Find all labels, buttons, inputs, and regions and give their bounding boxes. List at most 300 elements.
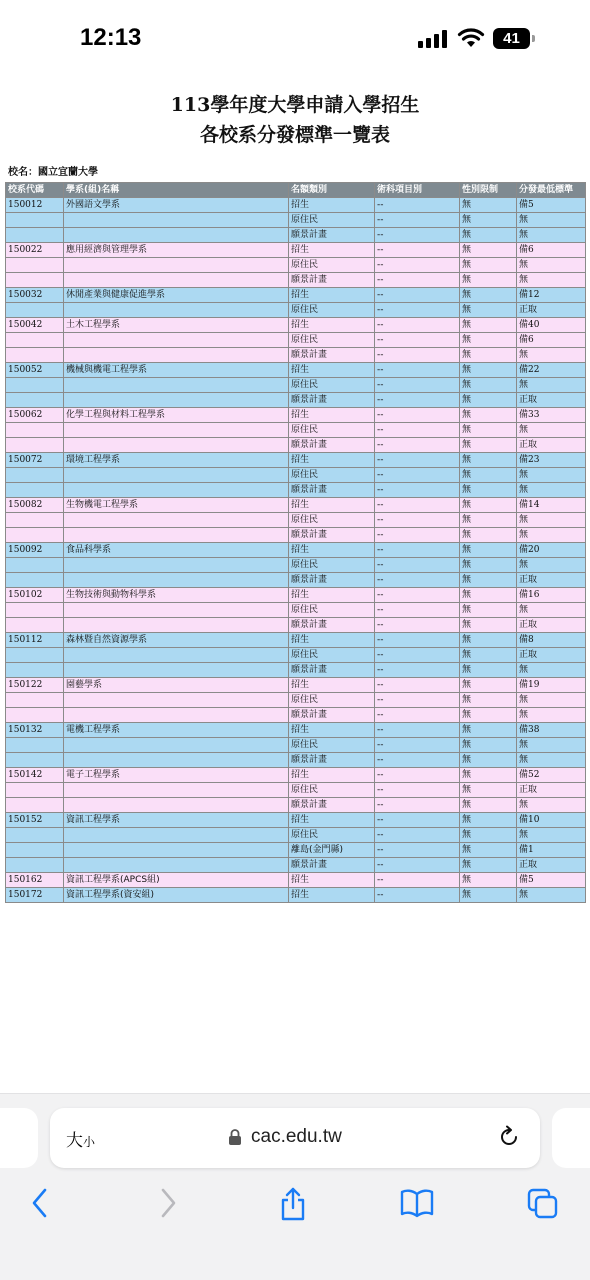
cell-name [64,783,289,798]
table-row [6,663,586,678]
cell-code [6,708,64,723]
cell-name [64,258,289,273]
cell-code [6,753,64,768]
cell-code [6,483,64,498]
cell-name [64,753,289,768]
cell-cat: 願景計畫 [289,858,375,873]
cell-min: 正取 [517,648,586,663]
cell-cat: 願景計畫 [289,528,375,543]
cell-art: -- [375,573,460,588]
cell-min: 無 [517,738,586,753]
cell-cat: 招生 [289,243,375,258]
cell-cat: 原住民 [289,303,375,318]
table-row [6,753,586,768]
cell-min: 無 [517,273,586,288]
cell-code [6,378,64,393]
table-row [6,213,586,228]
cell-cat: 原住民 [289,648,375,663]
cell-cat: 原住民 [289,213,375,228]
cell-min: 備23 [517,453,586,468]
cell-min: 無 [517,798,586,813]
cell-min: 正取 [517,438,586,453]
cell-art: -- [375,663,460,678]
url-text[interactable]: cac.edu.tw [251,1126,342,1147]
cell-min: 正取 [517,393,586,408]
cell-art: -- [375,498,460,513]
page-subtitle: 各校系分發標準一覽表 [199,124,390,146]
cell-code [6,603,64,618]
table-row [6,333,586,348]
cell-gender: 無 [460,813,517,828]
cell-code [6,693,64,708]
header-name: 學系(組)名稱 [64,183,289,198]
cell-code [6,423,64,438]
cell-name [64,828,289,843]
cell-cat: 招生 [289,873,375,888]
cell-code: 150052 [6,363,64,378]
table-header-row [6,183,586,198]
cell-art: -- [375,678,460,693]
cell-min: 備33 [517,408,586,423]
cell-cat: 願景計畫 [289,753,375,768]
cell-cat: 原住民 [289,513,375,528]
cell-min: 備38 [517,723,586,738]
cell-min: 無 [517,828,586,843]
cell-gender: 無 [460,513,517,528]
cell-cat: 招生 [289,588,375,603]
table-row [6,348,586,363]
cell-art: -- [375,603,460,618]
cell-code [6,528,64,543]
cell-min: 備22 [517,363,586,378]
reload-icon[interactable] [496,1124,522,1150]
cell-min: 無 [517,513,586,528]
cell-art: -- [375,213,460,228]
table-row [6,888,586,903]
cell-art: -- [375,453,460,468]
cell-name: 電子工程學系 [64,768,289,783]
cell-gender: 無 [460,333,517,348]
cell-name [64,378,289,393]
bookmarks-icon[interactable] [399,1186,435,1220]
cell-code: 150032 [6,288,64,303]
cell-name [64,708,289,723]
cell-cat: 原住民 [289,738,375,753]
cell-art: -- [375,693,460,708]
table-row [6,483,586,498]
cell-min: 無 [517,483,586,498]
cell-code [6,468,64,483]
cell-min: 無 [517,348,586,363]
cell-code [6,438,64,453]
cell-art: -- [375,783,460,798]
cell-code: 150132 [6,723,64,738]
cell-cat: 招生 [289,543,375,558]
cell-art: -- [375,558,460,573]
cell-cat: 離島(金門縣) [289,843,375,858]
cell-code [6,273,64,288]
cell-code [6,843,64,858]
header-gender: 性別限制 [460,183,517,198]
cell-name [64,648,289,663]
cell-gender: 無 [460,438,517,453]
cell-cat: 原住民 [289,783,375,798]
table-row [6,678,586,693]
cell-min: 備16 [517,588,586,603]
table-row [6,588,586,603]
table-row [6,843,586,858]
cell-gender: 無 [460,363,517,378]
cell-cat: 原住民 [289,693,375,708]
cell-cat: 招生 [289,363,375,378]
cell-art: -- [375,228,460,243]
cell-gender: 無 [460,588,517,603]
cell-name [64,663,289,678]
cell-min: 備20 [517,543,586,558]
table-row [6,558,586,573]
cell-min: 備14 [517,498,586,513]
cell-cat: 招生 [289,318,375,333]
cell-name [64,273,289,288]
cell-gender: 無 [460,393,517,408]
cell-name [64,528,289,543]
cell-code [6,258,64,273]
table-row [6,708,586,723]
table-row [6,288,586,303]
cell-name [64,843,289,858]
cell-gender: 無 [460,783,517,798]
table-row [6,198,586,213]
cell-code: 150022 [6,243,64,258]
text-size-button[interactable]: 大小 [66,1131,96,1151]
cell-code [6,858,64,873]
cell-cat: 招生 [289,633,375,648]
cell-art: -- [375,798,460,813]
table-row [6,528,586,543]
cell-min: 無 [517,558,586,573]
table-row [6,723,586,738]
cell-art: -- [375,333,460,348]
cell-art: -- [375,588,460,603]
cell-cat: 願景計畫 [289,573,375,588]
cell-cat: 招生 [289,678,375,693]
cell-code: 150072 [6,453,64,468]
cell-name: 資訊工程學系 [64,813,289,828]
cell-name [64,333,289,348]
cell-name: 化學工程與材料工程學系 [64,408,289,423]
cell-code [6,828,64,843]
cell-name [64,213,289,228]
cell-min: 無 [517,693,586,708]
cell-min: 備52 [517,768,586,783]
cell-cat: 願景計畫 [289,483,375,498]
admission-table [5,182,586,903]
cell-gender: 無 [460,528,517,543]
cell-code [6,648,64,663]
cell-name [64,468,289,483]
cell-cat: 招生 [289,453,375,468]
cell-gender: 無 [460,753,517,768]
cell-art: -- [375,858,460,873]
cell-cat: 願景計畫 [289,348,375,363]
cell-gender: 無 [460,618,517,633]
table-row [6,408,586,423]
cell-name: 外國語文學系 [64,198,289,213]
cell-gender: 無 [460,603,517,618]
cell-cat: 原住民 [289,378,375,393]
cell-art: -- [375,648,460,663]
share-icon[interactable] [278,1186,308,1222]
table-row [6,858,586,873]
cell-gender: 無 [460,858,517,873]
cell-min: 備10 [517,813,586,828]
cell-min: 正取 [517,858,586,873]
cell-gender: 無 [460,738,517,753]
cell-name: 森林暨自然資源學系 [64,633,289,648]
cell-code [6,663,64,678]
cell-cat: 招生 [289,198,375,213]
cell-cat: 招生 [289,813,375,828]
cell-min: 無 [517,423,586,438]
cell-art: -- [375,258,460,273]
cell-cat: 招生 [289,288,375,303]
cell-art: -- [375,318,460,333]
cell-cat: 原住民 [289,468,375,483]
cell-art: -- [375,468,460,483]
cell-name [64,858,289,873]
cell-gender: 無 [460,288,517,303]
cell-art: -- [375,753,460,768]
cell-art: -- [375,273,460,288]
cell-name [64,228,289,243]
safari-toolbar [0,1093,590,1280]
battery-level: 41 [493,28,530,49]
cell-min: 無 [517,663,586,678]
cell-art: -- [375,243,460,258]
cell-art: -- [375,543,460,558]
cell-gender: 無 [460,303,517,318]
cell-art: -- [375,888,460,903]
cell-art: -- [375,393,460,408]
cell-gender: 無 [460,573,517,588]
cell-code [6,348,64,363]
cell-gender: 無 [460,633,517,648]
table-row [6,738,586,753]
table-row [6,543,586,558]
cell-code: 150112 [6,633,64,648]
cell-name [64,423,289,438]
school-label: 校名：國立宜蘭大學 [8,167,98,178]
cell-code: 150142 [6,768,64,783]
cell-code: 150122 [6,678,64,693]
cell-cat: 願景計畫 [289,228,375,243]
table-row [6,378,586,393]
table-row [6,693,586,708]
back-icon[interactable] [28,1186,52,1220]
cell-min: 無 [517,603,586,618]
cell-cat: 願景計畫 [289,273,375,288]
table-row [6,468,586,483]
table-row [6,618,586,633]
table-row [6,228,586,243]
cell-art: -- [375,528,460,543]
page-title: 113學年度大學申請入學招生 [170,94,420,116]
cell-art: -- [375,198,460,213]
cell-name [64,558,289,573]
cell-min: 備5 [517,198,586,213]
header-art: 術科項目別 [375,183,460,198]
cell-name: 資訊工程學系(APCS組) [64,873,289,888]
cell-name: 園藝學系 [64,678,289,693]
cell-name [64,618,289,633]
cell-art: -- [375,618,460,633]
cell-gender: 無 [460,483,517,498]
cell-min: 備12 [517,288,586,303]
battery-icon [493,28,535,49]
cell-name [64,348,289,363]
cell-name: 生物機電工程學系 [64,498,289,513]
cell-gender: 無 [460,348,517,363]
cell-min: 無 [517,708,586,723]
forward-icon[interactable] [156,1186,180,1220]
cell-min: 備5 [517,873,586,888]
cell-code [6,228,64,243]
cell-gender: 無 [460,408,517,423]
cell-gender: 無 [460,888,517,903]
cell-gender: 無 [460,828,517,843]
cell-gender: 無 [460,243,517,258]
cell-code: 150102 [6,588,64,603]
cell-code: 150152 [6,813,64,828]
cell-art: -- [375,408,460,423]
status-bar [0,0,590,70]
cell-gender: 無 [460,378,517,393]
cell-cat: 願景計畫 [289,393,375,408]
cell-gender: 無 [460,798,517,813]
cell-cat: 原住民 [289,603,375,618]
cell-min: 正取 [517,783,586,798]
cell-gender: 無 [460,468,517,483]
table-row [6,393,586,408]
table-row [6,243,586,258]
cell-cat: 招生 [289,723,375,738]
cell-code: 150042 [6,318,64,333]
cell-gender: 無 [460,873,517,888]
cell-gender: 無 [460,258,517,273]
header-code: 校系代碼 [6,183,64,198]
cellular-signal-icon [418,30,450,48]
cell-gender: 無 [460,723,517,738]
cell-name [64,693,289,708]
cell-name [64,393,289,408]
cell-min: 無 [517,468,586,483]
cell-art: -- [375,873,460,888]
cell-code [6,738,64,753]
cell-name: 土木工程學系 [64,318,289,333]
table-row [6,828,586,843]
cell-name: 資訊工程學系(資安組) [64,888,289,903]
cell-min: 備6 [517,243,586,258]
cell-code [6,213,64,228]
cell-gender: 無 [460,648,517,663]
table-row [6,603,586,618]
cell-art: -- [375,438,460,453]
cell-min: 無 [517,228,586,243]
cell-min: 無 [517,753,586,768]
address-bar[interactable] [50,1108,540,1168]
table-row [6,423,586,438]
cell-art: -- [375,828,460,843]
cell-gender: 無 [460,693,517,708]
cell-name [64,303,289,318]
cell-art: -- [375,813,460,828]
cell-min: 備6 [517,333,586,348]
cell-art: -- [375,513,460,528]
cell-min: 正取 [517,303,586,318]
table-row [6,498,586,513]
cell-gender: 無 [460,228,517,243]
table-row [6,363,586,378]
cell-gender: 無 [460,198,517,213]
cell-gender: 無 [460,423,517,438]
cell-art: -- [375,348,460,363]
cell-code [6,558,64,573]
table-row [6,768,586,783]
cell-cat: 願景計畫 [289,708,375,723]
table-row [6,573,586,588]
cell-name [64,603,289,618]
previous-tab-peek[interactable] [0,1108,38,1168]
cell-gender: 無 [460,663,517,678]
cell-code [6,573,64,588]
tabs-icon[interactable] [526,1186,560,1220]
cell-code: 150082 [6,498,64,513]
cell-code [6,513,64,528]
cell-cat: 願景計畫 [289,618,375,633]
header-category: 名額類別 [289,183,375,198]
cell-gender: 無 [460,768,517,783]
cell-name: 食品科學系 [64,543,289,558]
table-row [6,438,586,453]
next-tab-peek[interactable] [552,1108,590,1168]
cell-min: 無 [517,213,586,228]
cell-cat: 招生 [289,408,375,423]
cell-code: 150012 [6,198,64,213]
cell-name: 電機工程學系 [64,723,289,738]
table-row [6,513,586,528]
cell-min: 無 [517,528,586,543]
cell-cat: 招生 [289,498,375,513]
cell-code: 150162 [6,873,64,888]
cell-name [64,513,289,528]
cell-art: -- [375,303,460,318]
web-content[interactable] [0,70,590,1100]
cell-art: -- [375,768,460,783]
cell-code [6,783,64,798]
cell-gender: 無 [460,543,517,558]
cell-cat: 願景計畫 [289,798,375,813]
cell-art: -- [375,483,460,498]
table-row [6,873,586,888]
table-row [6,453,586,468]
cell-code [6,303,64,318]
table-row [6,783,586,798]
cell-art: -- [375,723,460,738]
cell-cat: 招生 [289,888,375,903]
table-row [6,318,586,333]
status-time: 12:13 [80,24,142,51]
cell-cat: 原住民 [289,258,375,273]
